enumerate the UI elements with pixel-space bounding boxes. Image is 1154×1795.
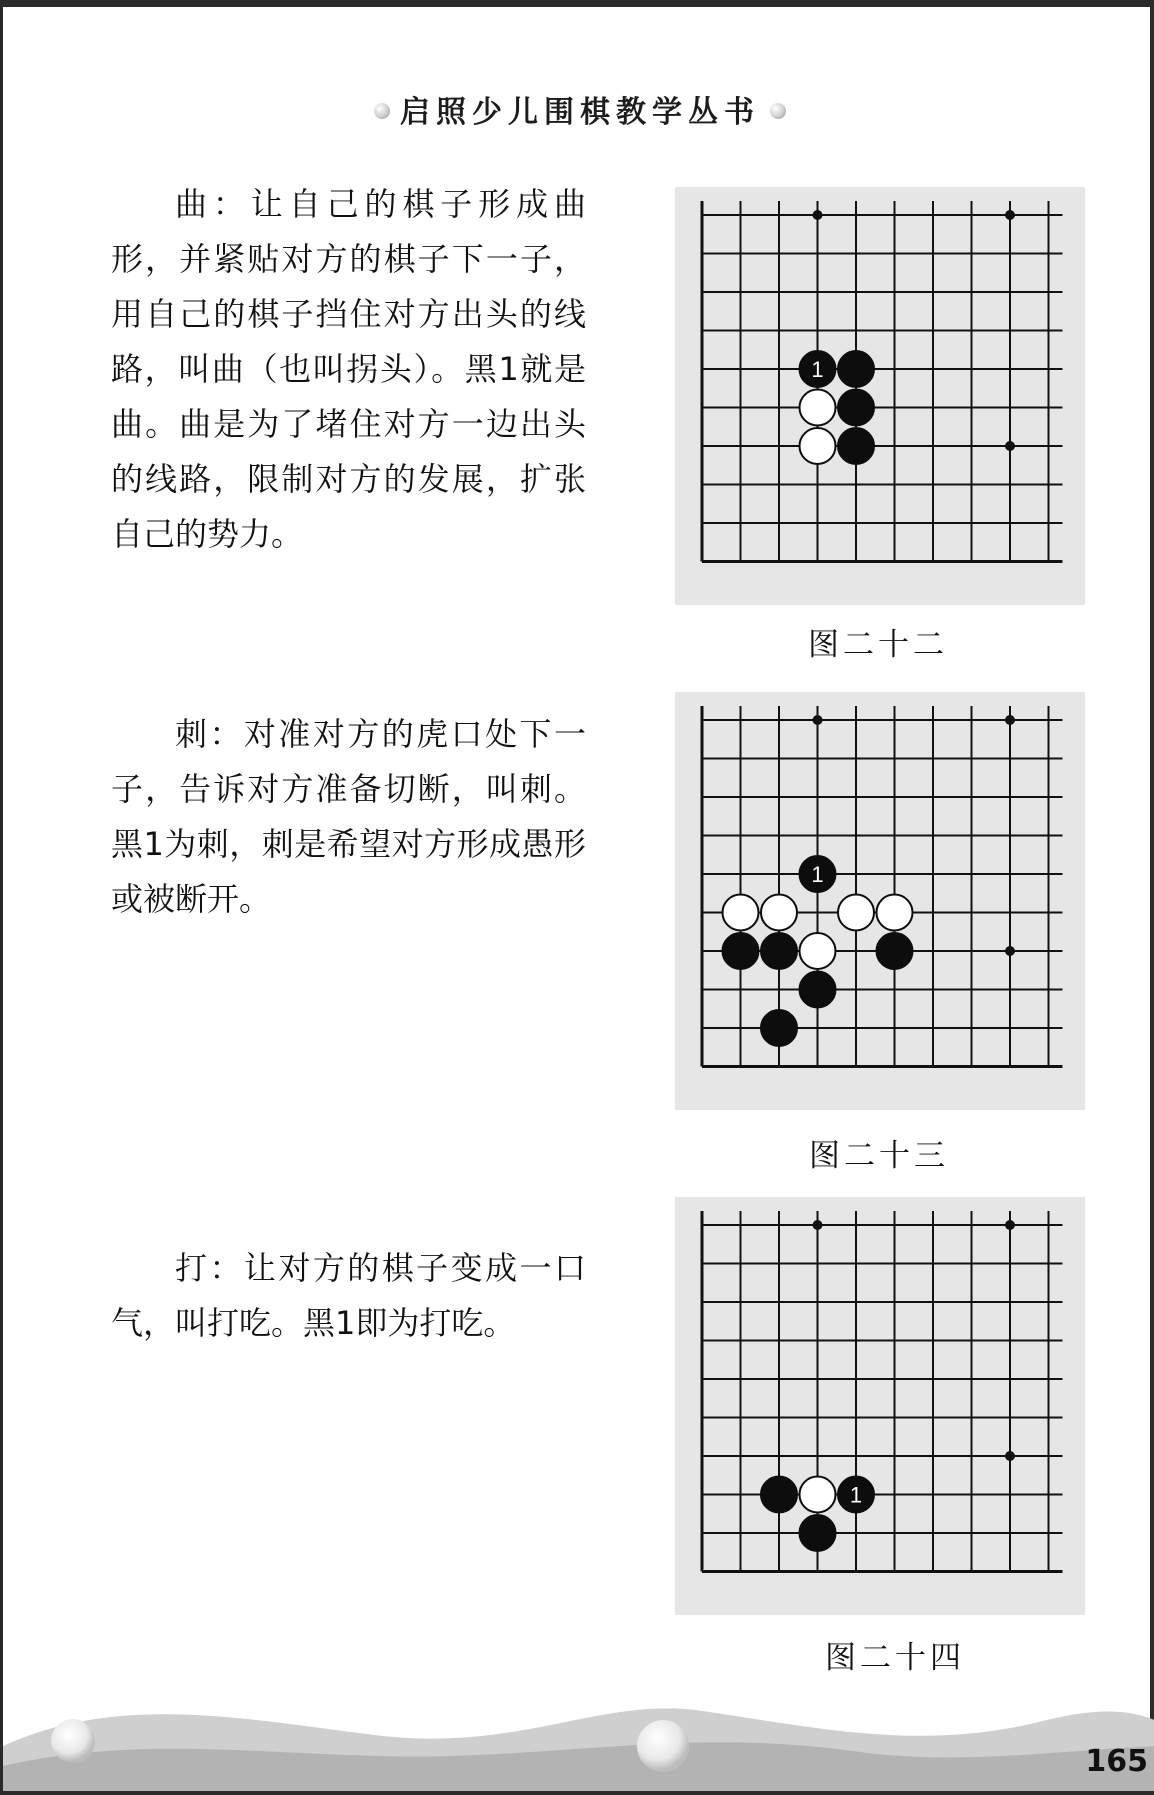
black-stone: [800, 351, 836, 387]
paragraph-qu: 曲：让自己的棋子形成曲形，并紧贴对方的棋子下一子，用自己的棋子挡住对方出头的线路，叫曲（也叫拐头）。黑1就是曲。曲是为了堵住对方一边出头的线路，限制对方的发展，扩张自己的势力。: [111, 185, 586, 553]
figure-caption: 图二十四: [825, 1640, 965, 1676]
go-board-figure-22: [675, 187, 1085, 605]
move-number: 1: [811, 862, 824, 887]
move-number: 1: [849, 1482, 863, 1508]
star-point: [1005, 441, 1015, 451]
figure-caption: 图二十二: [808, 627, 948, 663]
go-board-figure-23: [675, 692, 1085, 1110]
white-stone: [877, 895, 913, 931]
white-stone: [800, 428, 836, 464]
star-point: [1005, 946, 1015, 956]
paragraph-da: 打：让对方的棋子变成一口气，叫打吃。黑1即为打吃。: [111, 1249, 586, 1342]
star-point: [813, 1220, 823, 1230]
series-header: [3, 87, 1154, 131]
go-board-diagram: [675, 187, 1085, 605]
white-stone: [800, 933, 836, 969]
star-point: [813, 715, 823, 725]
black-stone: [761, 1477, 797, 1513]
black-stone: [761, 933, 797, 969]
white-stone: [761, 895, 797, 931]
black-stone: [838, 1477, 874, 1513]
black-stone: [723, 933, 759, 969]
bullet-dot-icon: [374, 103, 390, 119]
star-point: [1005, 715, 1015, 725]
black-stone: [838, 351, 874, 387]
white-stone: [800, 1477, 836, 1513]
star-point: [813, 210, 823, 220]
black-stone: [877, 933, 913, 969]
page-number: 165: [1085, 1744, 1148, 1779]
black-stone: [838, 390, 874, 426]
star-point: [1005, 1451, 1015, 1461]
go-board-diagram: [675, 1197, 1085, 1615]
black-stone: [761, 1010, 797, 1046]
go-board-figure-24: [675, 1197, 1085, 1615]
black-stone: [800, 856, 836, 892]
black-stone: [838, 428, 874, 464]
figure-caption: 图二十三: [809, 1138, 949, 1174]
paragraph-ci: 刺：对准对方的虎口处下一子，告诉对方准备切断，叫刺。黑1为刺，刺是希望对方形成愚形或被断开。: [111, 715, 586, 918]
black-stone: [800, 1515, 836, 1551]
white-stone: [800, 390, 836, 426]
white-stone: [838, 895, 874, 931]
star-point: [1005, 1220, 1015, 1230]
go-board-diagram: [675, 692, 1085, 1110]
black-stone: [800, 972, 836, 1008]
move-number: 1: [811, 357, 824, 382]
white-stone: [723, 895, 759, 931]
star-point: [1005, 210, 1015, 220]
series-title: 启照少儿围棋教学丛书: [400, 95, 760, 130]
footer-wave-decoration: [3, 1651, 1154, 1791]
bullet-dot-icon: [770, 103, 786, 119]
